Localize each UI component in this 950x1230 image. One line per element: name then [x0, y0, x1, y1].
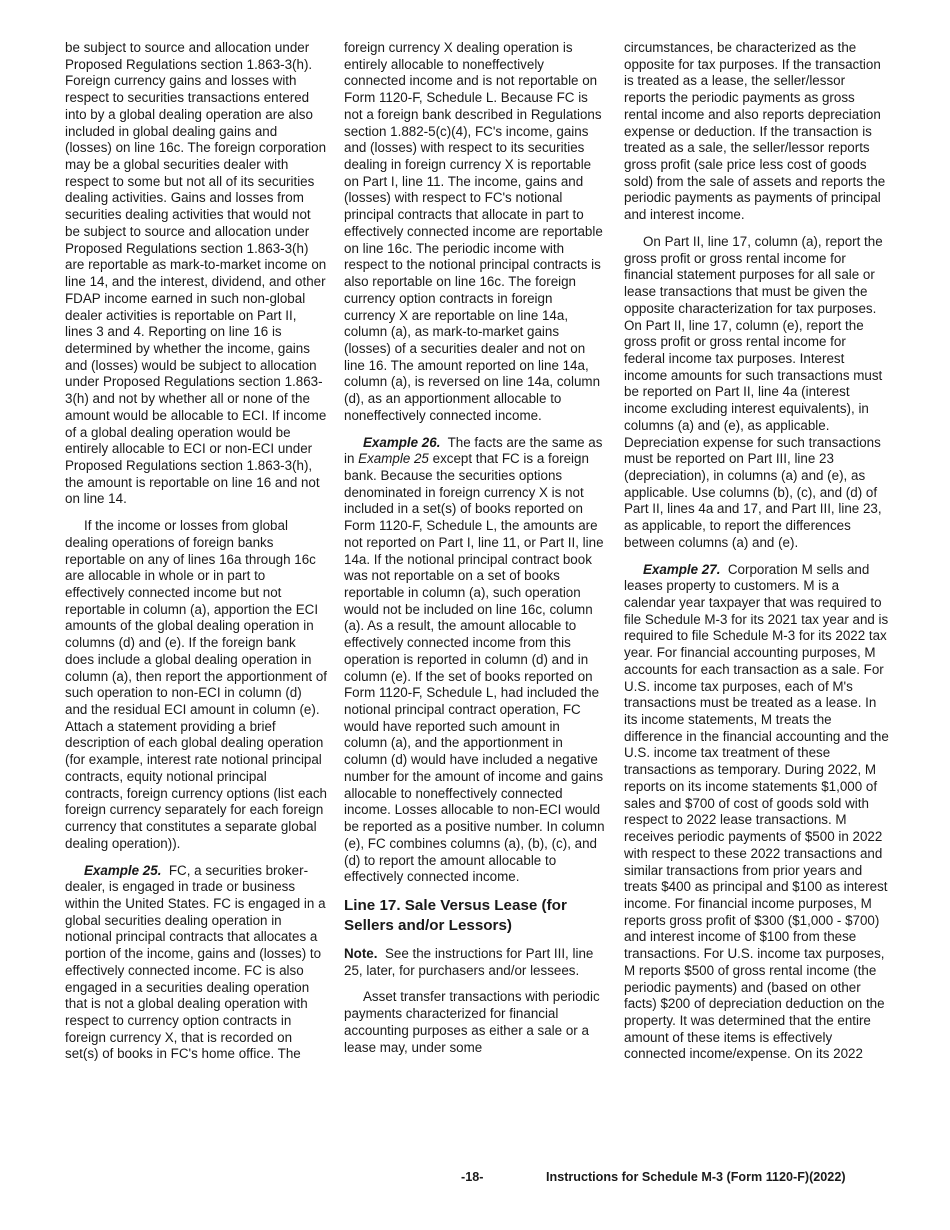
example-26-text-post: except that FC is a foreign bank. Because the securities options denominated in foreign currency X is not included in a set(s) of books reported on Form 1120-F, Schedule L, the amounts are not reported on Part I, line 11, or Part II, line 14a. If the notional principal contract book was not reportable on a set of books reportable in column (a), such operation would not be included on line 16c, column (a). As a result, the amount allocable to effectively connected income from this operation is reported in column (d) and in column (e). If the set of books reported on Form 1120-F, Schedule L, had included the notional principal contract operation, FC would have reported such amount in column (a), and the apportionment in column (d) would have included a negative number for the amount of income and gains allocable to noneffectively connected income. Losses allocable to non-ECI would be reported as a positive number. In column (e), FC combines columns (a), (b), (c), and (d) to report the amount allocable to effectively connected income.: [344, 451, 605, 885]
note-label: Note.: [344, 945, 378, 961]
col1-paragraph-global-dealing: If the income or losses from global dealing operations of foreign banks reportable on any of lines 16a through 16c are allocable in whole or in part to effectively connected income but not reportable in column (a), apportion the ECI amounts of the global dealing operation in columns (d) and (e). If the foreign bank does include a global dealing operation in column (a), then report the apportionment of such operation to non-ECI in column (d) and the residual ECI amount in column (e). Attach a statement providing a brief description of each global dealing operation (for example, interest rate notional principal contracts, equity notional principal contracts, foreign currency options (list each foreign currency separately for each foreign currency that constitutes a separate global dealing operation)).: [65, 518, 328, 851]
footer-document-title: Instructions for Schedule M-3 (Form 1120-F)(2022): [546, 1170, 846, 1184]
example-25-text: FC, a securities broker-dealer, is engaged in trade or business within the United States. FC is engaged in a global securities dealing operation in notional principal contracts that allocates a portion of the income, gains and (losses) to effectively connected income. FC is also engaged in a securities dealing operation that is not a global dealing operation with respect to currency option contracts in foreign currency X, that is recorded on set(s) of books in FC's home office. The: [65, 862, 326, 1062]
note-text: See the instructions for Part III, line 25, later, for purchasers and/or lessees.: [344, 945, 594, 978]
section-heading-line-17: Line 17. Sale Versus Lease (for Sellers and/or Lessors): [344, 896, 567, 934]
col3-paragraph-continued: circumstances, be characterized as the opposite for tax purposes. If the transaction is treated as a lease, the seller/lessor reports the periodic payments as gross rental income and also reports depreciation expense or deduction. If the transaction is treated as a sale, the seller/lessor reports gross profit (sale price less cost of goods sold) from the sale of assets and reports the periodic payments as payments of principal and interest income.: [624, 40, 886, 223]
example-25-label: Example 25.: [84, 862, 162, 878]
example-27-label: Example 27.: [643, 561, 721, 577]
text-column-3: [624, 40, 889, 1073]
example-27-text: Corporation M sells and leases property to customers. M is a calendar year taxpayer that was required to file Schedule M-3 for its 2021 tax year and is required to file Schedule M-3 for its 2022 tax year. For financial accounting purposes, M accounts for each transaction as a sale. For U.S. income tax purposes, each of M's transactions must be treated as a lease. In its income statements, M treats the difference in the financial accounting and the U.S. income tax treatment of these transactions as temporary. During 2022, M reports on its income statements $1,000 of sales and $700 of cost of goods sold with respect to 2022 lease transactions. M receives periodic payments of $500 in 2022 with respect to these 2022 transactions and similar transactions from prior years and treats $400 as principal and $100 as interest income. For financial income purposes, M reports gross profit of $300 ($1,000 - $700) and interest income of $100 from these transactions. For U.S. income tax purposes, M reports $500 of gross rental income (the periodic payments) and (based on other facts) $200 of depreciation deduction on the property. It was determined that the entire amount of these items is effectively connected income/expense. On its 2022: [624, 561, 889, 1062]
col3-paragraph-part-ii-line-17: On Part II, line 17, column (a), report the gross profit or gross rental income for financial statement purposes for all sale or lease transactions that must be given the opposite characterization for tax purposes. On Part II, line 17, column (e), report the gross profit or gross rental income for federal income tax purposes. Interest income amounts for such transactions must be reported on Part II, line 4a (interest income excluding interest equivalents), in columns (a) and (e), as applicable. Depreciation expense for such transactions must be reported on Part III, line 23 (depreciation), in columns (a) and (e), as applicable. Use columns (b), (c), and (d) of Part II, lines 4a and 17, and Part III, line 23, as applicable, to report the differences between columns (a) and (e).: [624, 233, 883, 550]
asset-transfer-paragraph: Asset transfer transactions with periodic payments characterized for financial accounting purposes as either a sale or a lease may, under some: [344, 989, 600, 1055]
example-26-paragraph: [344, 435, 606, 886]
example-26-text-pre: The facts are the same as in: [344, 434, 603, 467]
col1-paragraph-continued: be subject to source and allocation under Proposed Regulations section 1.863-3(h). Foreign currency gains and losses with respect to securities transactions entered into by a global dealing operation are also included in global dealing gains and (losses) on line 16c. The foreign corporation may be a global securities dealer with respect to some but not all of its securities dealing activities. Gains and losses from securities dealing activities that would not be subject to source and allocation under Proposed Regulations section 1.863-3(h) are reportable as mark-to-market income on line 14, and the interest, dividend, and other FDAP income earned in such non-global dealer activities is reportable on Part II, lines 3 and 4. Reporting on line 16 is determined by whether the income, gains and (losses) would be subject to allocation under Proposed Regulations section 1.863-3(h) and not by whether all or none of the amount would be allocable to ECI. If income of a global dealing operation would be entirely allocable to ECI or non-ECI under Proposed Regulations section 1.863-3(h), the amount is reportable on line 16 and not on line 14.: [65, 40, 327, 507]
example-25-paragraph: [65, 863, 327, 1064]
page-number: -18-: [461, 1170, 484, 1184]
text-column-1: [65, 40, 327, 1073]
col2-paragraph-continued: foreign currency X dealing operation is entirely allocable to noneffectively connected income and is not reportable on Form 1120-F, Schedule L. Because FC is not a foreign bank described in Regulations section 1.882-5(c)(4), FC's income, gains and (losses) with respect to its securities dealing in foreign currency X is reportable on Part I, line 11. The income, gains and (losses) with respect to FC's notional principal contracts that allocate in part to effectively connected income are reportable on line 16c. The periodic income with respect to the notional principal contracts is also reportable on line 16c. The foreign currency option contracts in foreign currency X are reportable on line 14a, column (a), as mark-to-market gains (losses) of a securities dealer and not on line 16. The amount reported on line 14a, column (a), is reversed on line 14a, column (d), as an apportionment allocable to noneffectively connected income.: [344, 40, 603, 423]
example-26-label: Example 26.: [363, 434, 441, 450]
text-column-2: [344, 40, 606, 1066]
example-26-reference: Example 25: [358, 451, 429, 467]
note-paragraph: [344, 946, 606, 979]
example-27-paragraph: [624, 562, 889, 1064]
